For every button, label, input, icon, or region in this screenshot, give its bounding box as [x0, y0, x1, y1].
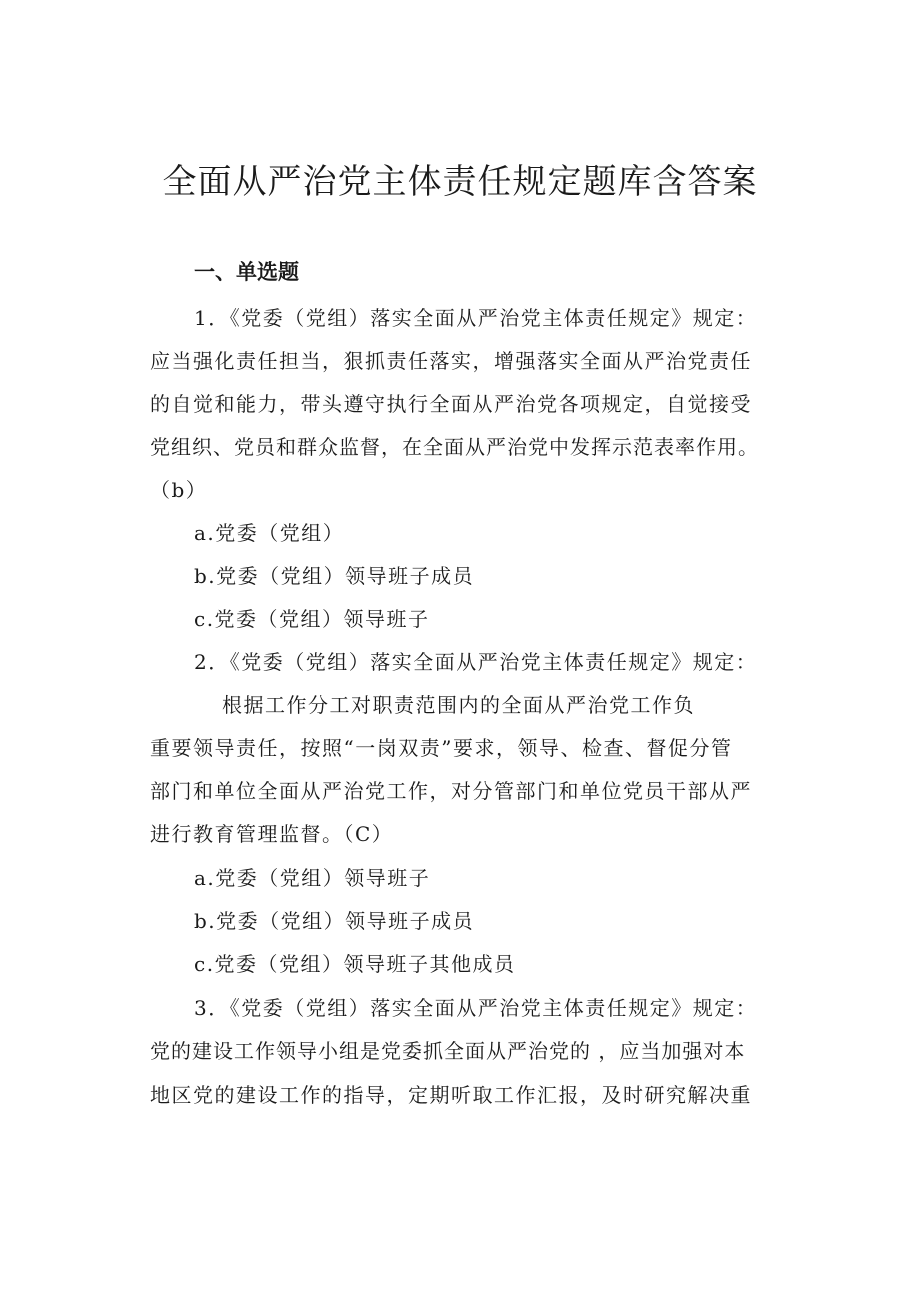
- question-2-stem-line: 2．《党委（党组）落实全面从严治党主体责任规定》规定：: [194, 650, 758, 674]
- question-3-stem-line: 地区党的建设工作的指导，定期听取工作汇报，及时研究解决重: [150, 1083, 752, 1107]
- question-2-option-a: a.党委（党组）领导班子: [194, 866, 431, 890]
- question-2-stem-line: 部门和单位全面从严治党工作，对分管部门和单位党员干部从严: [150, 779, 752, 803]
- question-1-answer: （b）: [150, 478, 208, 502]
- question-2-stem-line: 重要领导责任，按照“一岗双责”要求，领导、检查、督促分管: [150, 736, 733, 760]
- section-heading-single-choice: 一、单选题: [194, 260, 299, 284]
- question-2-option-c: c.党委（党组）领导班子其他成员: [194, 952, 516, 976]
- question-3-stem-line: 3．《党委（党组）落实全面从严治党主体责任规定》规定：: [194, 996, 758, 1020]
- question-2-stem-answer: 进行教育管理监督。（C）: [150, 822, 394, 846]
- question-3-stem-line: 党的建设工作领导小组是党委抓全面从严治党的 ，应当加强对本: [150, 1039, 746, 1063]
- question-1-option-a: a.党委（党组）: [194, 521, 345, 545]
- question-1-option-c: c.党委（党组）领导班子: [194, 607, 430, 631]
- question-1-stem-line: 1．《党委（党组）落实全面从严治党主体责任规定》规定：: [194, 306, 758, 330]
- question-1-stem-line: 的自觉和能力，带头遵守执行全面从严治党各项规定，自觉接受: [150, 392, 752, 416]
- question-1-stem-line: 应当强化责任担当，狠抓责任落实，增强落实全面从严治党责任: [150, 349, 752, 373]
- question-2-option-b: b.党委（党组）领导班子成员: [194, 909, 475, 933]
- question-1-stem-line: 党组织、党员和群众监督，在全面从严治党中发挥示范表率作用。: [150, 435, 759, 459]
- question-1-option-b: b.党委（党组）领导班子成员: [194, 564, 475, 588]
- document-title: 全面从严治党主体责任规定题库含答案: [162, 162, 758, 202]
- question-2-stem-line: 根据工作分工对职责范围内的全面从严治党工作负: [222, 693, 695, 717]
